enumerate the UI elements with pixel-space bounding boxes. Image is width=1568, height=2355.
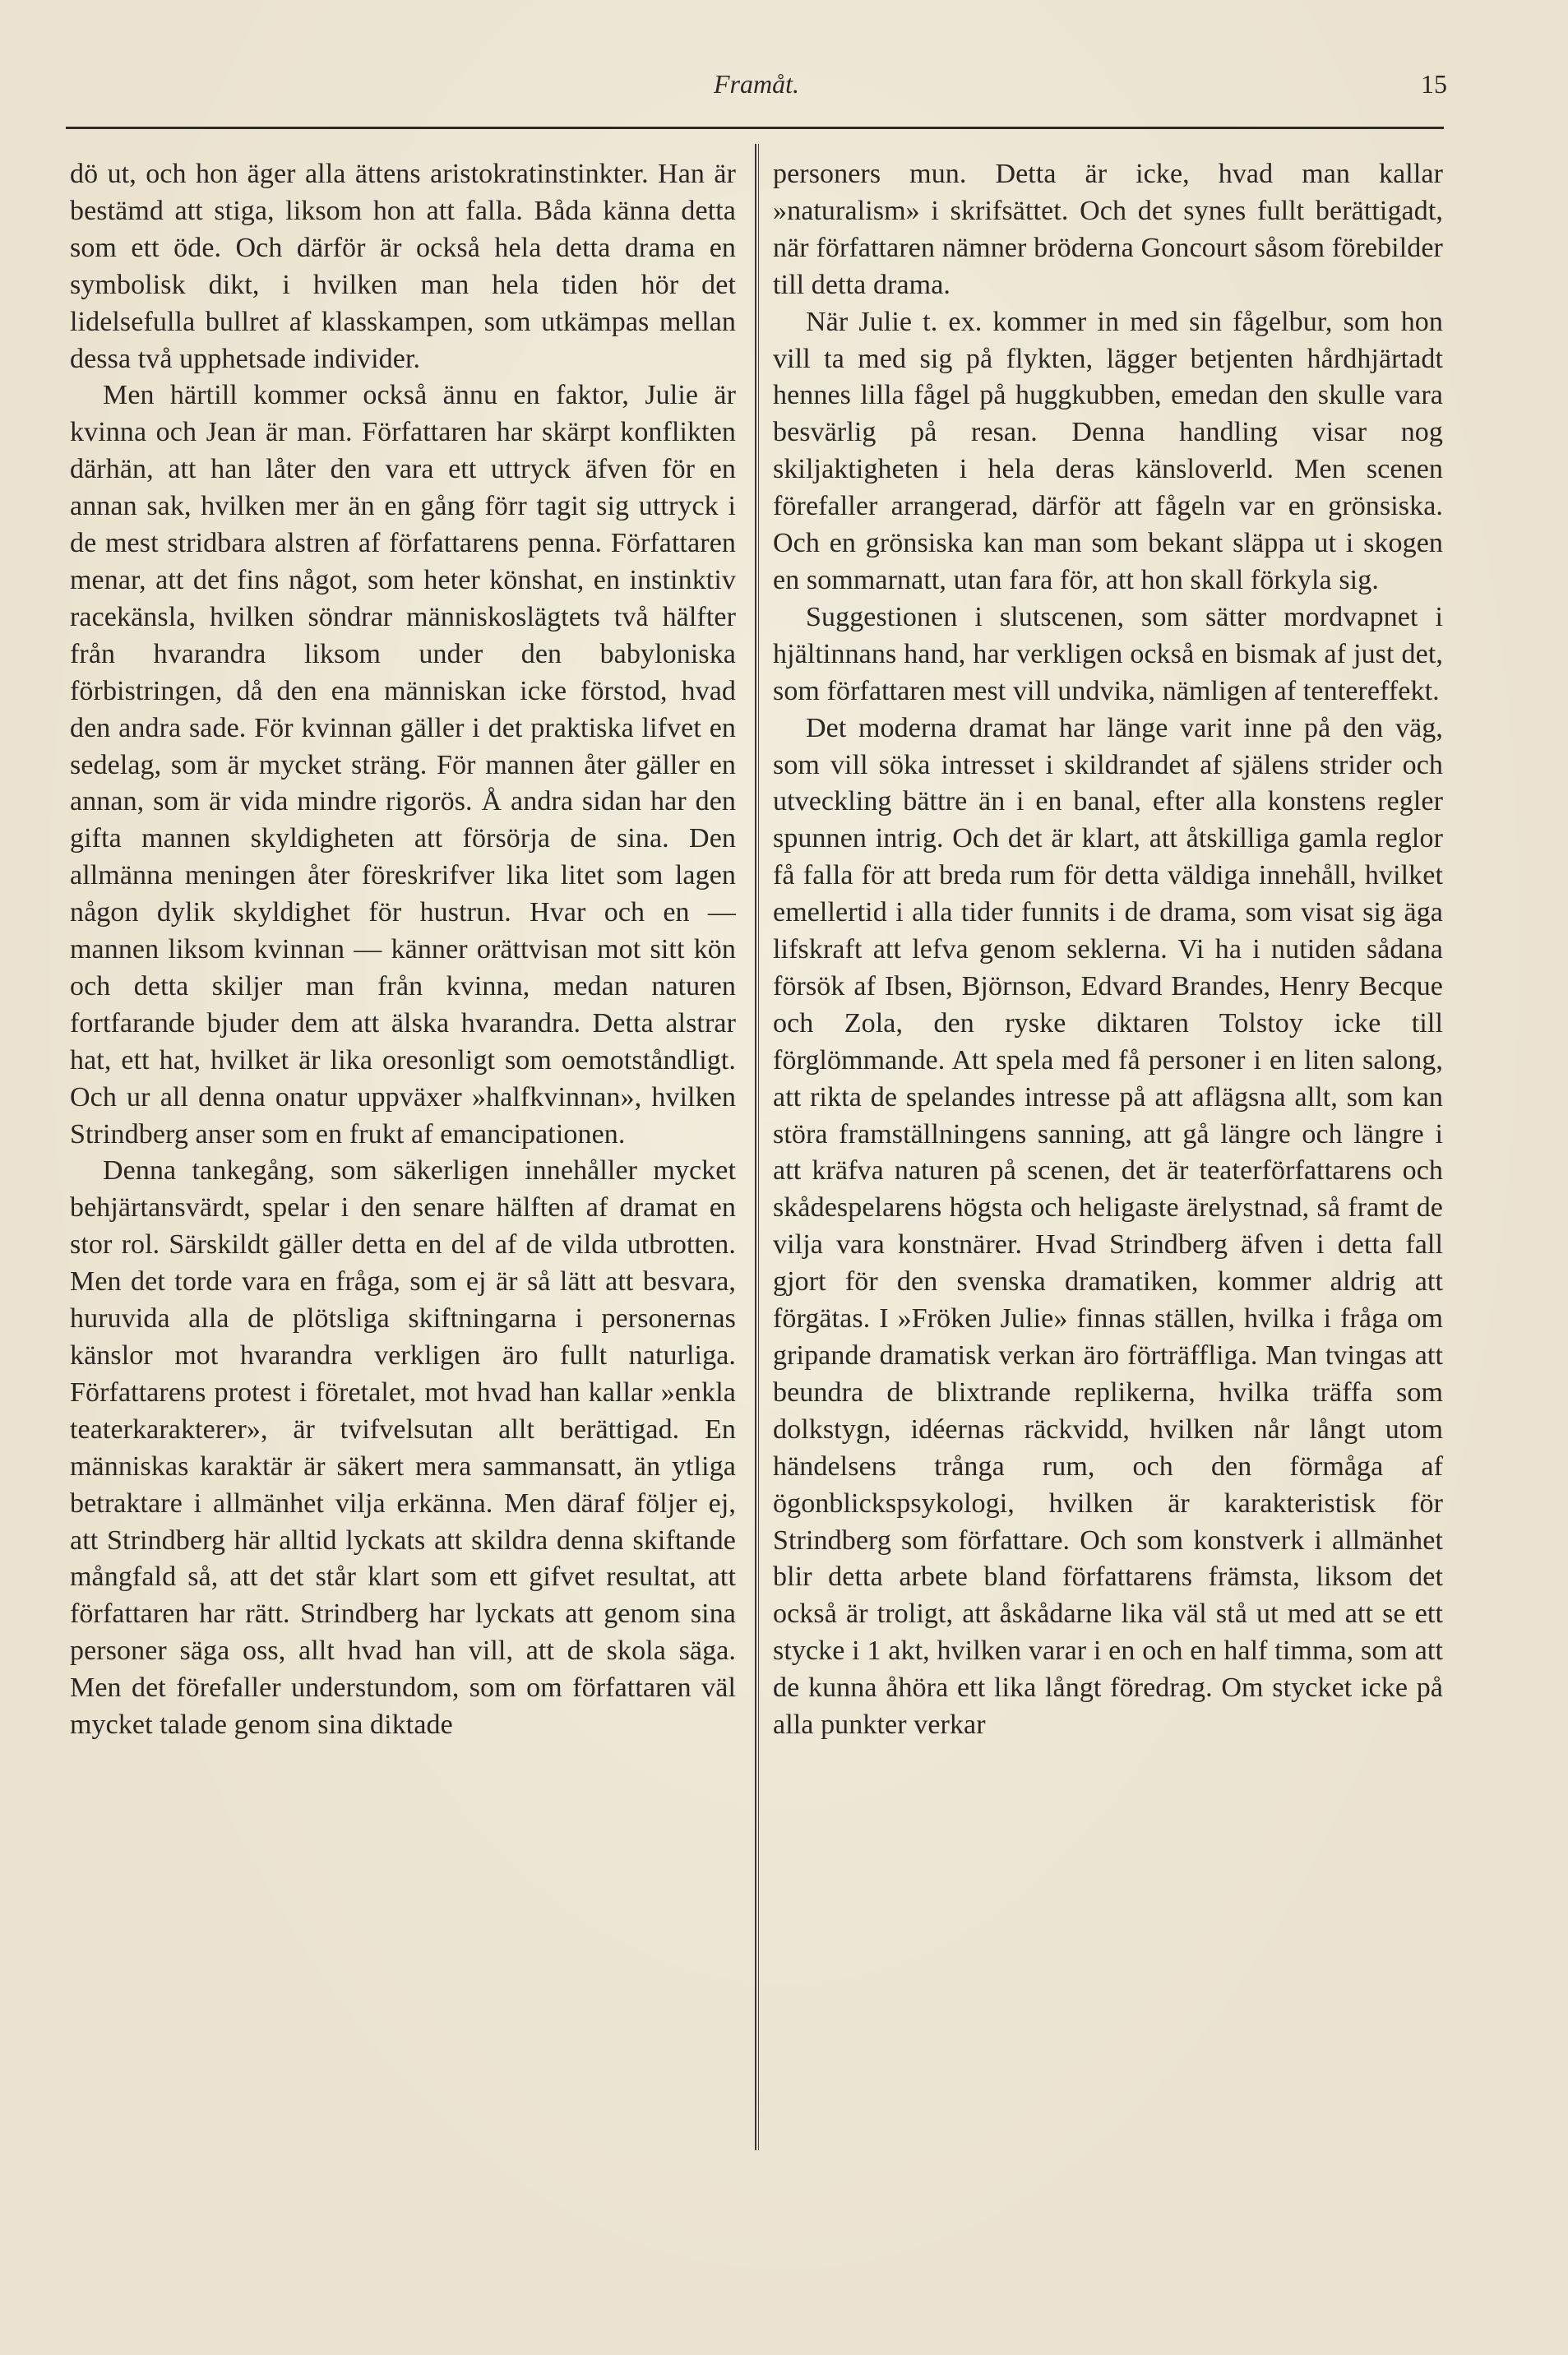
left-column <box>70 156 736 1744</box>
paragraph: personers mun. Detta är icke, hvad man kallar »naturalism» i skrifsättet. Och det synes fullt berättigadt, när författaren nämner bröderna Goncourt såsom förebilder till detta drama. <box>773 159 1443 300</box>
paragraph: dö ut, och hon äger alla ättens aristokratinstinkter. Han är bestämd att stiga, liksom hon att falla. Båda känna detta som ett öde. Och därför är också hela detta drama en symbolisk dikt, i hvilken man hela tiden hör det lidelsefulla bullret af klasskampen, som utkämpas mellan dessa två upphetsade individer. <box>70 159 736 374</box>
paragraph: När Julie t. ex. kommer in med sin fågelbur, som hon vill ta med sig på flykten, lägger betjenten hårdhjärtadt hennes lilla fågel på huggkubben, emedan den skulle vara besvärlig på resan. Denna handling visar nog skiljaktigheten i hela deras känsloverld. Men scenen förefaller arrangerad, därför att fågeln var en grönsiska. Och en grönsiska kan man som bekant släppa ut i skogen en sommarnatt, utan fara för, att hon skall förkyla sig. <box>773 306 1443 595</box>
paragraph: Det moderna dramat har länge varit inne på den väg, som vill söka intresset i skildrandet af själens strider och utveckling bättre än i en banal, efter alla konstens regler spunnen intrig. Och det är klart, att åtskilliga gamla reglor få falla för att breda rum för detta väldiga innehåll, hvilket emellertid i alla tider funnits i de drama, som visat sig äga lifskraft att lefva genom seklerna. Vi ha i nutiden sådana försök af Ibsen, Björnson, Edvard Brandes, Henry Becque och Zola, den ryske diktaren Tolstoy icke till förglömmande. Att spela med få personer i en liten salong, att rikta de spelandes intresse på att aflägsna allt, som kan störa framställningens sanning, att gå längre och längre i att kräfva naturen på scenen, det är teaterförfattarens och skådespelarens högsta och heligaste ärelystnad, så framt de vilja vara konstnärer. Hvad Strindberg äfven i detta fall gjort för den svenska dramatiken, kommer aldrig att förgätas. I »Fröken Julie» finnas ställen, hvilka i fråga om gripande dramatisk verkan äro förträffliga. Man tvingas att beundra de blixtrande replikerna, hvilka träffa som dolkstygn, idéernas räckvidd, hvilken når långt utom händelsens trånga rum, och den förmåga af ögonblickspsykologi, hvilken är karakteristisk för Strindberg som författare. Och som konstverk i allmänhet blir detta arbete bland författarens främsta, liksom det också är troligt, att åskådarne lika väl stå ut med att se ett stycke i 1 akt, hvilken varar i en och en half timma, som att de kunna åhöra ett lika långt föredrag. Om stycket icke på alla punkter verkar <box>773 712 1443 1741</box>
column-divider-inner <box>758 144 759 2150</box>
running-title: Framåt. <box>714 69 799 99</box>
paragraph: Suggestionen i slutscenen, som sätter mordvapnet i hjältinnans hand, har verkligen också en bismak af just det, som författaren mest vill undvika, nämligen af tentereffekt. <box>773 601 1443 706</box>
paragraph: Men härtill kommer också ännu en faktor, Julie är kvinna och Jean är man. Författaren har skärpt konflikten därhän, att han låter den vara ett uttryck äfven för en annan sak, hvilken mer än en gång förr tagit sig uttryck i de mest stridbara alstren af författarens penna. Författaren menar, att det fins något, som heter könshat, en instinktiv racekänsla, hvilken söndrar människoslägtets två hälfter från hvarandra liksom under den babyloniska förbistringen, då den ena människan icke förstod, hvad den andra sade. För kvinnan gäller i det praktiska lifvet en sedelag, som är mycket sträng. För mannen åter gäller en annan, som är vida mindre rigorös. Å andra sidan har den gifta mannen skyldigheten att försörja de sina. Den allmänna meningen åter föreskrifver lika litet som lagen någon dylik skyldighet för hustrun. Hvar och en — mannen liksom kvinnan — känner orättvisan mot sitt kön och detta skiljer man från kvinna, medan naturen fortfarande bjuder dem att älska hvarandra. Detta alstrar hat, ett hat, hvilket är lika oresonligt som oemotståndligt. Och ur all denna onatur uppväxer »halfkvinnan», hvilken Strindberg anser som en frukt af emancipationen. <box>70 380 736 1150</box>
page-header <box>66 69 1447 110</box>
header-rule <box>66 127 1444 129</box>
page-number: 15 <box>1421 69 1447 99</box>
column-divider <box>755 144 756 2150</box>
paragraph: Denna tankegång, som säkerligen innehåller mycket behjärtansvärdt, spelar i den senare hälften af dramat en stor rol. Särskildt gäller detta en del af de vilda utbrotten. Men det torde vara en fråga, som ej är så lätt att besvara, huruvida alla de plötsliga skiftningarna i personernas känslor mot hvarandra verkligen äro fullt naturliga. Författarens protest i företalet, mot hvad han kallar »enkla teaterkarakterer», är tvifvelsutan allt berättigad. En människas karaktär är säkert mera sammansatt, än ytliga betraktare i allmänhet vilja erkänna. Men däraf följer ej, att Strindberg här alltid lyckats att skildra denna skiftande mångfald så, att det står klart som ett gifvet resultat, att författaren har rätt. Strindberg har lyckats att genom sina personer säga oss, allt hvad han vill, att de skola säga. Men det förefaller understundom, som om författaren väl mycket talade genom sina diktade <box>70 1155 736 1741</box>
right-column <box>773 156 1443 1744</box>
